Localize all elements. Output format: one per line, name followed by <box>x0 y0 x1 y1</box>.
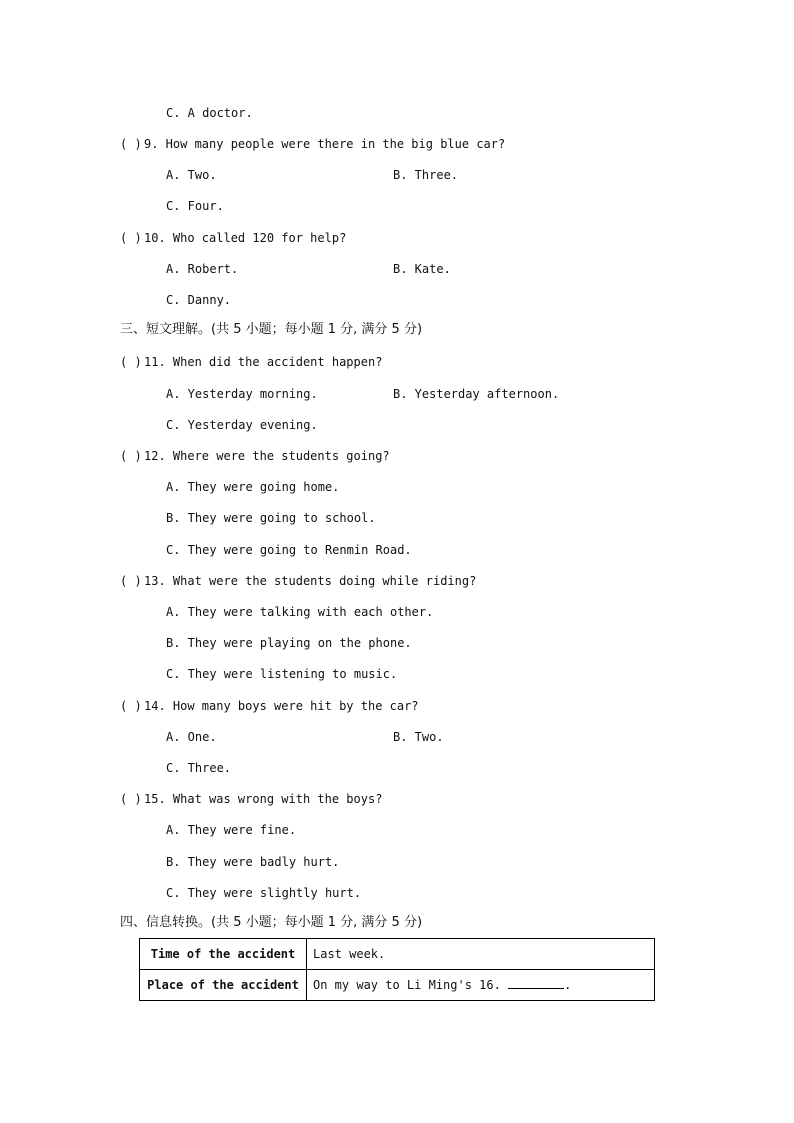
q9-option-b: B. Three. <box>393 168 459 182</box>
answer-bracket[interactable]: ( ) <box>120 792 142 806</box>
q12-option-a: A. They were going home. <box>166 480 340 494</box>
answer-bracket[interactable]: ( ) <box>120 449 142 463</box>
table-label-cell: Time of the accident <box>140 939 307 970</box>
answer-bracket[interactable]: ( ) <box>120 355 142 369</box>
answer-bracket[interactable]: ( ) <box>120 231 142 245</box>
q15-option-c: C. They were slightly hurt. <box>166 886 362 900</box>
table-value-suffix: . <box>564 978 572 992</box>
q13-option-c: C. They were listening to music. <box>166 667 398 681</box>
question-stem: 13. What were the students doing while riding? <box>144 574 477 588</box>
question-15 <box>120 791 382 807</box>
answer-blank-16[interactable] <box>508 978 564 989</box>
question-13 <box>120 573 476 589</box>
question-stem: 15. What was wrong with the boys? <box>144 792 383 806</box>
table-label-cell: Place of the accident <box>140 970 307 1001</box>
table-value-cell: Last week. <box>307 939 655 970</box>
table-row <box>140 939 655 970</box>
q9-option-a: A. Two. <box>166 168 217 182</box>
answer-bracket[interactable]: ( ) <box>120 574 142 588</box>
q12-option-b: B. They were going to school. <box>166 511 376 525</box>
q10-option-b: B. Kate. <box>393 262 451 276</box>
q10-option-a: A. Robert. <box>166 262 239 276</box>
info-table <box>139 938 655 1001</box>
q10-option-c: C. Danny. <box>166 293 232 307</box>
q14-option-a: A. One. <box>166 730 217 744</box>
q12-option-c: C. They were going to Renmin Road. <box>166 543 412 557</box>
question-stem: 11. When did the accident happen? <box>144 355 383 369</box>
q13-option-b: B. They were playing on the phone. <box>166 636 412 650</box>
question-stem: 12. Where were the students going? <box>144 449 390 463</box>
question-stem: 14. How many boys were hit by the car? <box>144 699 419 713</box>
section-3-heading: 三、短文理解。(共 5 小题；每小题 1 分, 满分 5 分) <box>120 322 423 337</box>
question-stem: 9. How many people were there in the big blue car? <box>144 137 506 151</box>
q14-option-c: C. Three. <box>166 761 232 775</box>
q15-option-b: B. They were badly hurt. <box>166 855 340 869</box>
q9-option-c: C. Four. <box>166 199 224 213</box>
table-value-text: On my way to Li Ming's 16. <box>313 978 509 992</box>
q11-option-a: A. Yesterday morning. <box>166 387 318 401</box>
q14-option-b: B. Two. <box>393 730 444 744</box>
answer-bracket[interactable]: ( ) <box>120 137 142 151</box>
q13-option-a: A. They were talking with each other. <box>166 605 434 619</box>
q15-option-a: A. They were fine. <box>166 823 297 837</box>
table-row <box>140 970 655 1001</box>
section-4-heading: 四、信息转换。(共 5 小题；每小题 1 分, 满分 5 分) <box>120 915 423 930</box>
table-value-cell <box>307 970 655 1001</box>
question-12 <box>120 448 390 464</box>
question-11 <box>120 354 382 370</box>
q11-option-c: C. Yesterday evening. <box>166 418 318 432</box>
question-9 <box>120 136 505 152</box>
q11-option-b: B. Yesterday afternoon. <box>393 387 560 401</box>
answer-bracket[interactable]: ( ) <box>120 699 142 713</box>
question-stem: 10. Who called 120 for help? <box>144 231 347 245</box>
question-14 <box>120 698 419 714</box>
question-10 <box>120 230 346 246</box>
q8-option-c: C. A doctor. <box>166 106 253 120</box>
